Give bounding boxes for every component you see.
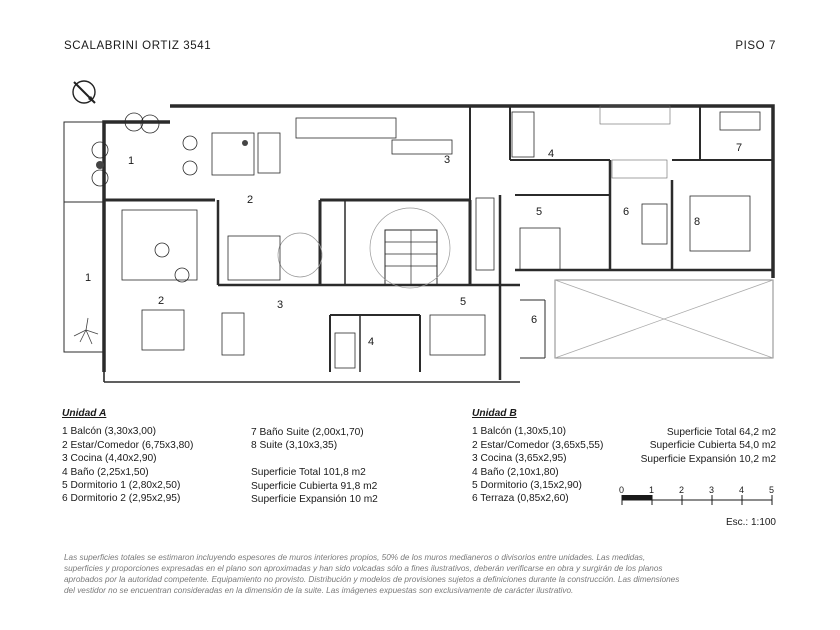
scale-tick-1: 1	[649, 485, 655, 495]
room-b-6: 6	[623, 206, 630, 218]
unit-b-room: 2 Estar/Comedor (3,65x5,55)	[472, 439, 604, 451]
room-b-4: 4	[548, 148, 555, 160]
scale-tick-0: 0	[619, 485, 625, 495]
unit-a-room: 8 Suite (3,10x3,35)	[251, 440, 338, 452]
unit-a-room: 6 Dormitorio 2 (2,95x2,95)	[62, 493, 181, 505]
unit-a-room: 4 Baño (2,25x1,50)	[62, 466, 149, 478]
balcony-chairs-icon	[92, 136, 197, 282]
room-b-8: 8	[694, 216, 701, 228]
scale-tick-5: 5	[769, 485, 775, 495]
north-arrow-icon	[73, 81, 95, 103]
room-a-2: 2	[247, 194, 254, 206]
room-a-1: 1	[128, 155, 135, 167]
scale-tick-3: 3	[709, 485, 715, 495]
disclaimer-text: Las superficies totales se estimaron incluyendo espesores de muros interiores propios, 50% de los muros medianeros o divisorios entre unidades. Las medidas, superficies y proporciones expresadas en el plano son aproximadas y han sido volcadas sólo a fines ilustrativos, deberán verificarse en obra y surgirán de los planos aprobados por la autoridad competente. Equipamiento no provisto. Distribución y modelos de provisiones sujetos a definiciones durante la construcción. Las dimensiones del vestidor no se encuentran consideradas en la dimensión de la suite. Las imágenes expuestas son exclusivamente de carácter ilustrativo.	[64, 553, 680, 595]
unit-b-room: 4 Baño (2,10x1,80)	[472, 466, 559, 478]
unit-b-title: Unidad B	[472, 408, 517, 419]
unit-b-room: 1 Balcón (1,30x5,10)	[472, 426, 567, 438]
scale-tick-2: 2	[679, 485, 685, 495]
room-a-3: 3	[444, 154, 451, 166]
unit-a-room: 5 Dormitorio 1 (2,80x2,50)	[62, 480, 181, 492]
unit-a-area-covered: Superficie Cubierta 91,8 m2	[251, 480, 378, 492]
floor-label: PISO 7	[735, 40, 776, 52]
room-lower-3: 3	[277, 299, 284, 311]
unit-a-area-total: Superficie Total 101,8 m2	[251, 467, 366, 479]
unit-b-areas	[641, 426, 776, 466]
room-lower-6: 6	[531, 314, 538, 326]
plant-icon	[74, 318, 98, 344]
unit-b-room: 6 Terraza (0,85x2,60)	[472, 493, 569, 505]
unit-a-room: 2 Estar/Comedor (6,75x3,80)	[62, 439, 194, 451]
room-lower-5: 5	[460, 296, 467, 308]
unit-b-area-total: Superficie Total 64,2 m2	[666, 427, 776, 438]
unit-a-room: 3 Cocina (4,40x2,90)	[62, 453, 157, 465]
room-b-5: 5	[536, 206, 543, 218]
unit-a-legend-col2	[251, 426, 378, 506]
unit-b-legend	[472, 407, 603, 506]
unit-a-room: 7 Baño Suite (2,00x1,70)	[251, 427, 364, 438]
room-lower-1: 1	[85, 272, 92, 284]
unit-b-room: 5 Dormitorio (3,15x2,90)	[472, 480, 582, 492]
scale-bar	[618, 494, 778, 508]
scale-label: Esc.: 1:100	[725, 517, 776, 528]
unit-a-legend	[62, 407, 193, 506]
building-address: SCALABRINI ORTIZ 3541	[64, 40, 212, 52]
unit-a-title: Unidad A	[62, 408, 107, 419]
scale-tick-4: 4	[739, 485, 745, 495]
room-b-7: 7	[736, 142, 743, 154]
room-lower-4: 4	[368, 336, 375, 348]
unit-b-area-covered: Superficie Cubierta 54,0 m2	[649, 440, 776, 452]
unit-b-area-expansion: Superficie Expansión 10,2 m2	[640, 453, 776, 465]
room-lower-2: 2	[158, 295, 165, 307]
unit-a-room: 1 Balcón (3,30x3,00)	[62, 426, 157, 438]
unit-a-area-expansion: Superficie Expansión 10 m2	[251, 494, 378, 506]
unit-b-room: 3 Cocina (3,65x2,95)	[472, 453, 567, 465]
